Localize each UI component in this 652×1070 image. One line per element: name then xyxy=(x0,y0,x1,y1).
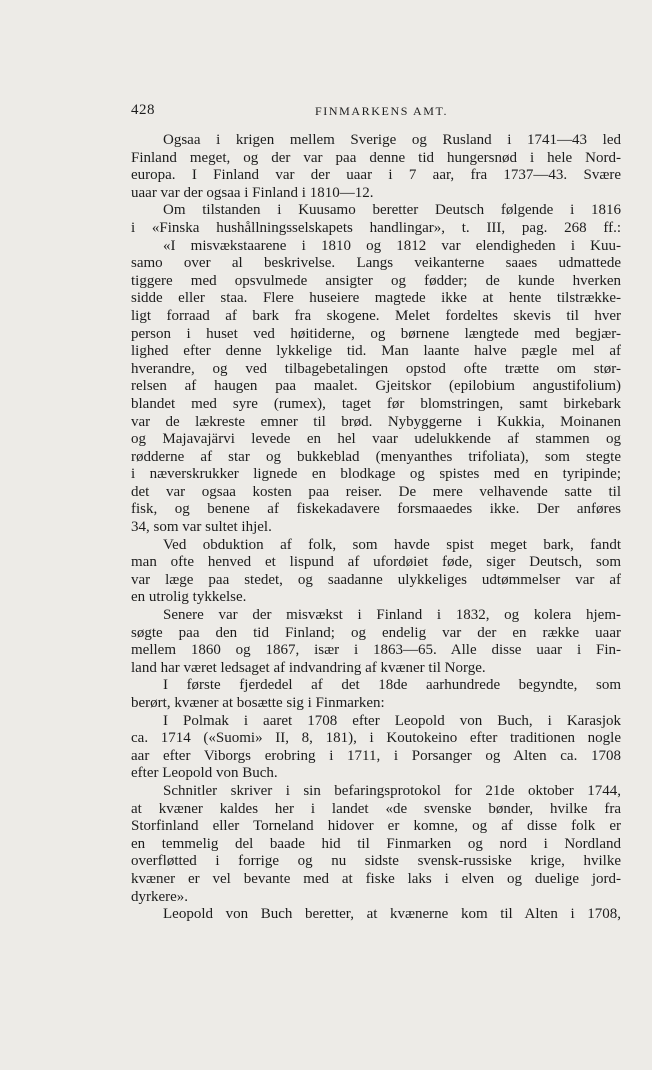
text-line: tiggere med opsvulmede ansigter og fødder; de kunde hverken xyxy=(131,272,621,289)
text-line: «I misvækstaarene i 1810 og 1812 var elendigheden i Kuu- xyxy=(163,237,621,254)
text-line: fisk, og benene af fiskekadavere forsmaaedes ikke. Der anføres xyxy=(131,501,621,518)
text-line: kvæner er vel bevante med at fiske laks i elven og duelige jord- xyxy=(131,870,621,887)
text-line: samo over al beskrivelse. Langs veikanterne saaes udmattede xyxy=(131,255,621,272)
text-line: I Polmak i aaret 1708 efter Leopold von Buch, i Karasjok xyxy=(163,712,621,729)
text-line: en temmelig del baade hid til Finmarken og nord i Nordland xyxy=(131,835,621,852)
text-line: europa. I Finland var der uaar i 7 aar, fra 1737—43. Svære xyxy=(131,167,621,184)
text-line: overfløtted i forrige og nu sidste svensk-russiske krige, hvilke xyxy=(131,853,621,870)
running-title: FINMARKENS AMT. xyxy=(315,104,449,118)
text-line: efter Leopold von Buch. xyxy=(131,765,278,782)
text-line: relsen af haugen paa maalet. Gjeitskor (epilobium angustifolium) xyxy=(131,378,621,395)
text-line: ligt forraad af bark fra skogene. Melet fordeltes skevis til hver xyxy=(131,307,621,324)
text-line: person i huset ved høitiderne, og børnene længtede med begjær- xyxy=(131,325,621,342)
text-line: søgte paa den tid Finland; og endelig var der en række uaar xyxy=(131,624,621,641)
page-number: 428 xyxy=(131,102,155,118)
text-line: Ved obduktion af folk, som havde spist meget bark, fandt xyxy=(163,536,621,553)
text-line: i næverskrukker lignede en blodkage og spistes med en tyripinde; xyxy=(131,466,621,483)
text-line: en utrolig tykkelse. xyxy=(131,589,247,606)
text-line: Ogsaa i krigen mellem Sverige og Rusland i 1741—43 led xyxy=(163,132,621,148)
text-line: dyrkere». xyxy=(131,888,189,905)
text-line: Om tilstanden i Kuusamo beretter Deutsch følgende i 1816 xyxy=(163,202,621,219)
text-line: man ofte henved et lispund af ufordøiet føde, siger Deutsch, som xyxy=(131,554,621,571)
text-line: det var ogsaa kosten paa reiser. De mere velhavende satte til xyxy=(131,483,621,500)
text-line: Schnitler skriver i sin befaringsprotokol for 21de oktober 1744, xyxy=(163,782,621,799)
text-line: Finland meget, og der var paa denne tid hungersnød i hele Nord- xyxy=(131,149,621,166)
text-line: at kvæner kaldes her i landet «de svenske bønder, hvilke fra xyxy=(131,800,621,817)
text-line: blandet med syre (rumex), taget før blomstringen, samt birkebark xyxy=(131,395,621,412)
text-line: 34, som var sultet ihjel. xyxy=(131,519,272,536)
text-line: I første fjerdedel af det 18de aarhundrede begyndte, som xyxy=(163,677,621,694)
text-line: hverandre, og ved tilbagebetalingen opstod ofte trætte om stør- xyxy=(131,360,621,377)
text-line: ca. 1714 («Suomi» II, 8, 181), i Koutokeino efter traditionen nogle xyxy=(131,730,621,747)
text-line: mellem 1860 og 1867, især i 1863—65. Alle disse uaar i Fin- xyxy=(131,642,621,659)
text-line: var de lækreste emner til brød. Nybyggerne i Kukkia, Moinanen xyxy=(131,413,621,430)
page-header xyxy=(131,102,621,124)
text-line: aar efter Viborgs erobring i 1711, i Porsanger og Alten ca. 1708 xyxy=(131,747,621,764)
text-line: Senere var der misvækst i Finland i 1832, og kolera hjem- xyxy=(163,607,621,624)
body-text xyxy=(131,132,621,924)
text-line: i «Finska hushållningsselskapets handlingar», t. III, pag. 268 ff.: xyxy=(131,219,621,236)
text-line: rødderne af star og bukkeblad (menyanthes trifoliata), som stegte xyxy=(131,448,621,465)
text-line: uaar var der ogsaa i Finland i 1810—12. xyxy=(131,184,374,201)
text-line: land har været ledsaget af indvandring af kvæner til Norge. xyxy=(131,659,486,676)
text-line: lighed efter denne lykkelige tid. Man laante halve pægle mel af xyxy=(131,343,621,360)
text-line: var læge paa stedet, og saadanne ulykkeliges udtømmelser var af xyxy=(131,571,621,588)
text-line: Leopold von Buch beretter, at kvænerne kom til Alten i 1708, xyxy=(163,906,621,923)
text-line: sidde eller staa. Flere huseiere magtede ikke at hente tilstrække- xyxy=(131,290,621,307)
text-line: Storfinland eller Torneland hidover er komne, og af disse folk er xyxy=(131,818,621,835)
text-line: berørt, kvæner at bosætte sig i Finmarken: xyxy=(131,695,385,711)
text-line: og Majavajärvi levede en hel vaar udelukkende af stammen og xyxy=(131,431,621,448)
